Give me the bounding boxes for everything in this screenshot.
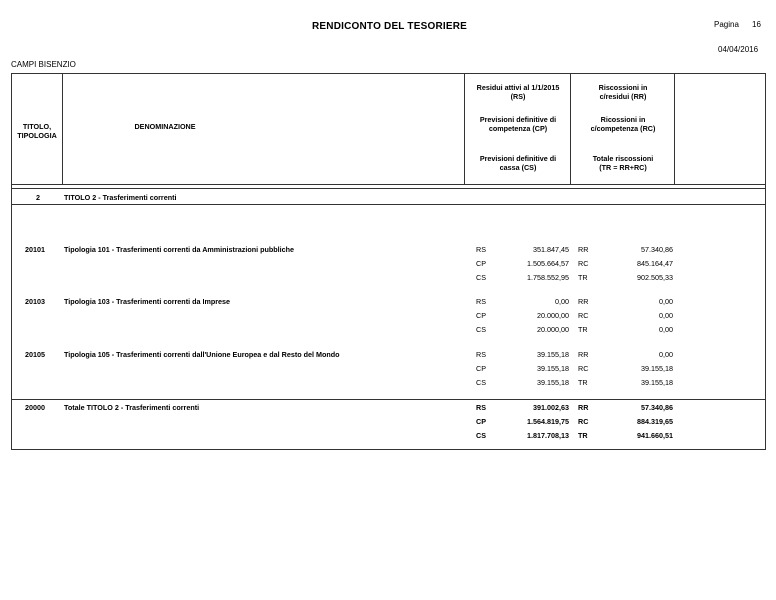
code-cs: CS [476,325,486,334]
value-rs: 0,00 [555,297,569,306]
code-rc: RC [578,364,589,373]
header-cp: Previsioni definitive di competenza (CP) [479,115,557,133]
code-rs: RS [476,350,486,359]
total-cs: 1.817.708,13 [527,431,569,440]
code-rs: RS [476,403,486,412]
row-code: 20101 [25,245,45,254]
code-tr: TR [578,431,588,440]
value-rs: 351.847,45 [533,245,569,254]
code-cs: CS [476,273,486,282]
value-cs: 20.000,00 [537,325,569,334]
header-titolo: TITOLO, TIPOLOGIA [17,122,57,140]
value-rr: 57.340,86 [641,245,673,254]
total-label: Totale TITOLO 2 - Trasferimenti correnti [64,403,200,412]
total-tr: 941.660,51 [637,431,673,440]
report-date: 04/04/2016 [718,45,759,54]
value-rs: 39.155,18 [537,350,569,359]
total-rc: 884.319,65 [637,417,673,426]
value-rr: 0,00 [659,297,673,306]
code-tr: TR [578,325,588,334]
header-rr: Riscossioni in c/residui (RR) [598,83,648,101]
row-code: 20103 [25,297,45,306]
code-rs: RS [476,245,486,254]
header-divider-2 [464,73,465,185]
header-denominazione: DENOMINAZIONE [134,122,196,131]
value-cp: 1.505.664,57 [527,259,569,268]
report-title: RENDICONTO DEL TESORIERE [312,21,468,32]
code-rs: RS [476,297,486,306]
code-cs: CS [476,378,486,387]
row-label: Tipologia 105 - Trasferimenti correnti dall'Unione Europea e dal Resto del Mondo [64,350,340,359]
header-rc: Ricossioni in c/competenza (RC) [590,115,656,133]
value-tr: 0,00 [659,325,673,334]
value-cp: 20.000,00 [537,311,569,320]
code-rc: RC [578,311,589,320]
total-code: 20000 [25,403,45,412]
row-label: Tipologia 101 - Trasferimenti correnti da Amministrazioni pubbliche [64,245,295,254]
code-cp: CP [476,417,486,426]
value-rc: 39.155,18 [641,364,673,373]
section-label: TITOLO 2 - Trasferimenti correnti [64,193,177,202]
total-rr: 57.340,86 [641,403,673,412]
total-rs: 391.002,63 [533,403,569,412]
code-rc: RC [578,259,589,268]
page-label: Pagina [714,20,739,29]
header-bottom-line-2 [11,188,766,189]
total-cp: 1.564.819,75 [527,417,569,426]
value-cs: 1.758.552,95 [527,273,569,282]
code-rc: RC [578,417,589,426]
code-rr: RR [578,403,589,412]
code-cp: CP [476,364,486,373]
header-tr: Totale riscossioni (TR = RR+RC) [592,154,654,172]
code-rr: RR [578,297,589,306]
code-cp: CP [476,259,486,268]
entity-name: CAMPI BISENZIO [11,60,76,69]
value-cp: 39.155,18 [537,364,569,373]
row-code: 20105 [25,350,45,359]
value-rr: 0,00 [659,350,673,359]
code-rr: RR [578,245,589,254]
row-label: Tipologia 103 - Trasferimenti correnti da Imprese [64,297,231,306]
header-cs: Previsioni definitive di cassa (CS) [479,154,557,172]
value-tr: 39.155,18 [641,378,673,387]
code-tr: TR [578,273,588,282]
code-cp: CP [476,311,486,320]
value-rc: 845.164,47 [637,259,673,268]
header-bottom-line [11,184,766,185]
value-rc: 0,00 [659,311,673,320]
header-rs: Residui attivi al 1/1/2015 (RS) [476,83,560,101]
total-top-line [11,399,766,400]
section-bottom-line [11,204,766,205]
code-cs: CS [476,431,486,440]
header-divider-1 [62,73,63,185]
page-number: 16 [752,20,761,29]
value-cs: 39.155,18 [537,378,569,387]
value-tr: 902.505,33 [637,273,673,282]
code-rr: RR [578,350,589,359]
section-code: 2 [36,193,40,202]
code-tr: TR [578,378,588,387]
